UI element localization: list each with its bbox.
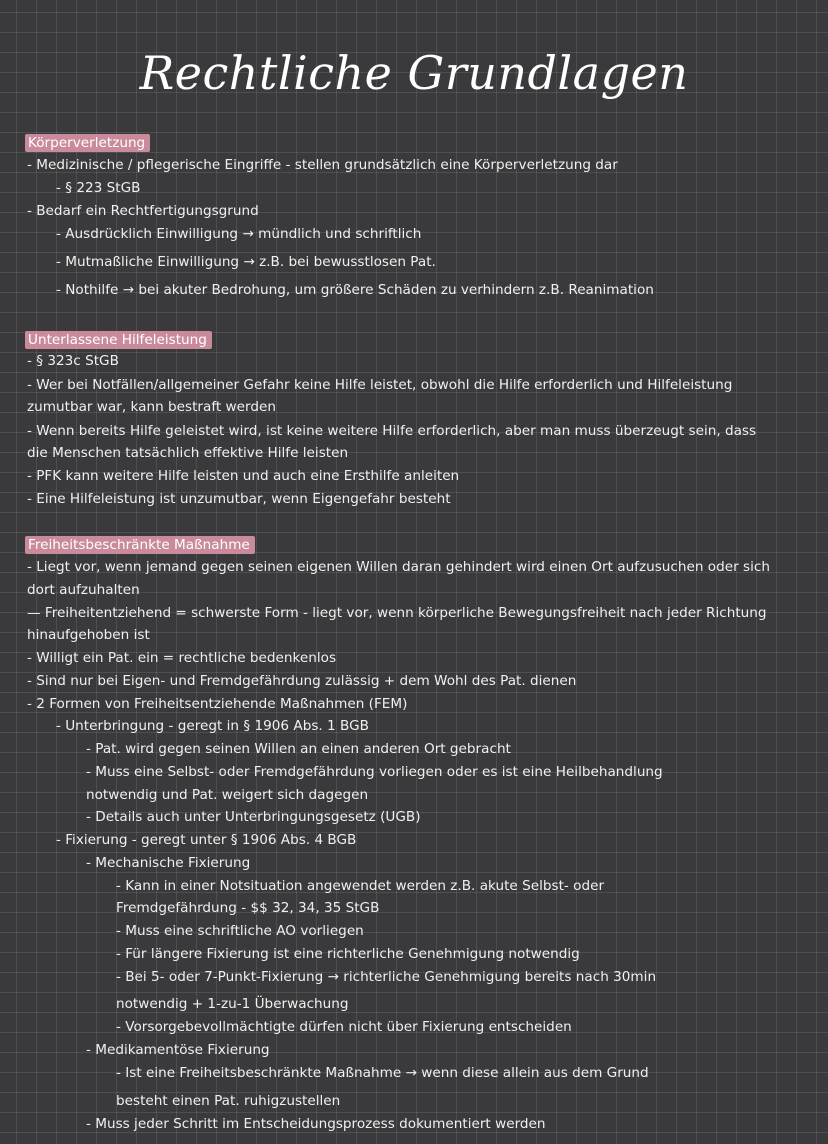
text-line: - Mechanische Fixierung (86, 855, 251, 871)
text-line: hinaufgehoben ist (27, 627, 150, 643)
text-line: - Willigt ein Pat. ein = rechtliche bedenkenlos (27, 650, 337, 666)
text-line: - Kann in einer Notsituation angewendet werden z.B. akute Selbst- oder (116, 878, 605, 894)
text-line: — Freiheitentziehend = schwerste Form - liegt vor, wenn körperliche Bewegungsfreiheit nach jeder Richtung (27, 605, 767, 621)
text-line: - Mutmaßliche Einwilligung → z.B. bei bewusstlosen Pat. (56, 254, 436, 270)
text-line: - Ausdrücklich Einwilligung → mündlich und schriftlich (56, 226, 422, 242)
text-line: - Details auch unter Unterbringungsgesetz (UGB) (86, 809, 421, 825)
text-line: - Muss jeder Schritt im Entscheidungsprozess dokumentiert werden (86, 1116, 546, 1132)
text-line: - Eine Hilfeleistung ist unzumutbar, wenn Eigengefahr besteht (27, 491, 451, 507)
text-line: Fremdgefährdung - $$ 32, 34, 35 StGB (116, 900, 380, 916)
text-line: zumutbar war, kann bestraft werden (27, 399, 276, 415)
text-line: - § 223 StGB (56, 180, 141, 196)
text-line: - Wenn bereits Hilfe geleistet wird, ist keine weitere Hilfe erforderlich, aber man muss überzeugt sein, dass (27, 423, 757, 439)
page-title: Rechtliche Grundlagen (139, 46, 689, 100)
text-line: - Medizinische / pflegerische Eingriffe - stellen grundsätzlich eine Körperverletzung dar (27, 157, 618, 173)
text-line: - Fixierung - geregt unter § 1906 Abs. 4 BGB (56, 832, 357, 848)
text-line: notwendig und Pat. weigert sich dagegen (86, 787, 369, 803)
text-line: - Nothilfe → bei akuter Bedrohung, um größere Schäden zu verhindern z.B. Reanimation (56, 282, 654, 298)
text-line: - Pat. wird gegen seinen Willen an einen anderen Ort gebracht (86, 741, 511, 757)
text-line: - Medikamentöse Fixierung (86, 1042, 270, 1058)
text-line: - Muss eine Selbst- oder Fremdgefährdung vorliegen oder es ist eine Heilbehandlung (86, 764, 663, 780)
text-line: - § 323c StGB (27, 353, 119, 369)
text-line: - Für längere Fixierung ist eine richterliche Genehmigung notwendig (116, 946, 580, 962)
text-line: - Liegt vor, wenn jemand gegen seinen eigenen Willen daran gehindert wird einen Ort aufzusuchen oder sich (27, 559, 770, 575)
text-line: - Wer bei Notfällen/allgemeiner Gefahr keine Hilfe leistet, obwohl die Hilfe erforderlich und Hilfeleistung (27, 377, 733, 393)
section-heading-freiheitsbeschraenkte-massnahme: Freiheitsbeschränkte Maßnahme (25, 536, 255, 554)
text-line: - Bei 5- oder 7-Punkt-Fixierung → richterliche Genehmigung bereits nach 30min (116, 969, 657, 985)
text-line: die Menschen tatsächlich effektive Hilfe leisten (27, 445, 349, 461)
text-line: dort aufzuhalten (27, 582, 140, 598)
text-line: - Bedarf ein Rechtfertigungsgrund (27, 203, 259, 219)
text-line: - Ist eine Freiheitsbeschränkte Maßnahme → wenn diese allein aus dem Grund (116, 1065, 649, 1081)
text-line: besteht einen Pat. ruhigzustellen (116, 1093, 341, 1109)
text-line: - Vorsorgebevollmächtigte dürfen nicht über Fixierung entscheiden (116, 1019, 572, 1035)
text-line: notwendig + 1-zu-1 Überwachung (116, 996, 349, 1012)
text-line: - Unterbringung - geregt in § 1906 Abs. 1 BGB (56, 718, 369, 734)
section-heading-unterlassene-hilfeleistung: Unterlassene Hilfeleistung (25, 331, 212, 349)
text-line: - Muss eine schriftliche AO vorliegen (116, 923, 364, 939)
section-heading-koerperverletzung: Körperverletzung (25, 134, 150, 152)
text-line: - 2 Formen von Freiheitsentziehende Maßnahmen (FEM) (27, 696, 408, 712)
text-line: - PFK kann weitere Hilfe leisten und auch eine Ersthilfe anleiten (27, 468, 460, 484)
text-line: - Sind nur bei Eigen- und Fremdgefährdung zulässig + dem Wohl des Pat. dienen (27, 673, 577, 689)
